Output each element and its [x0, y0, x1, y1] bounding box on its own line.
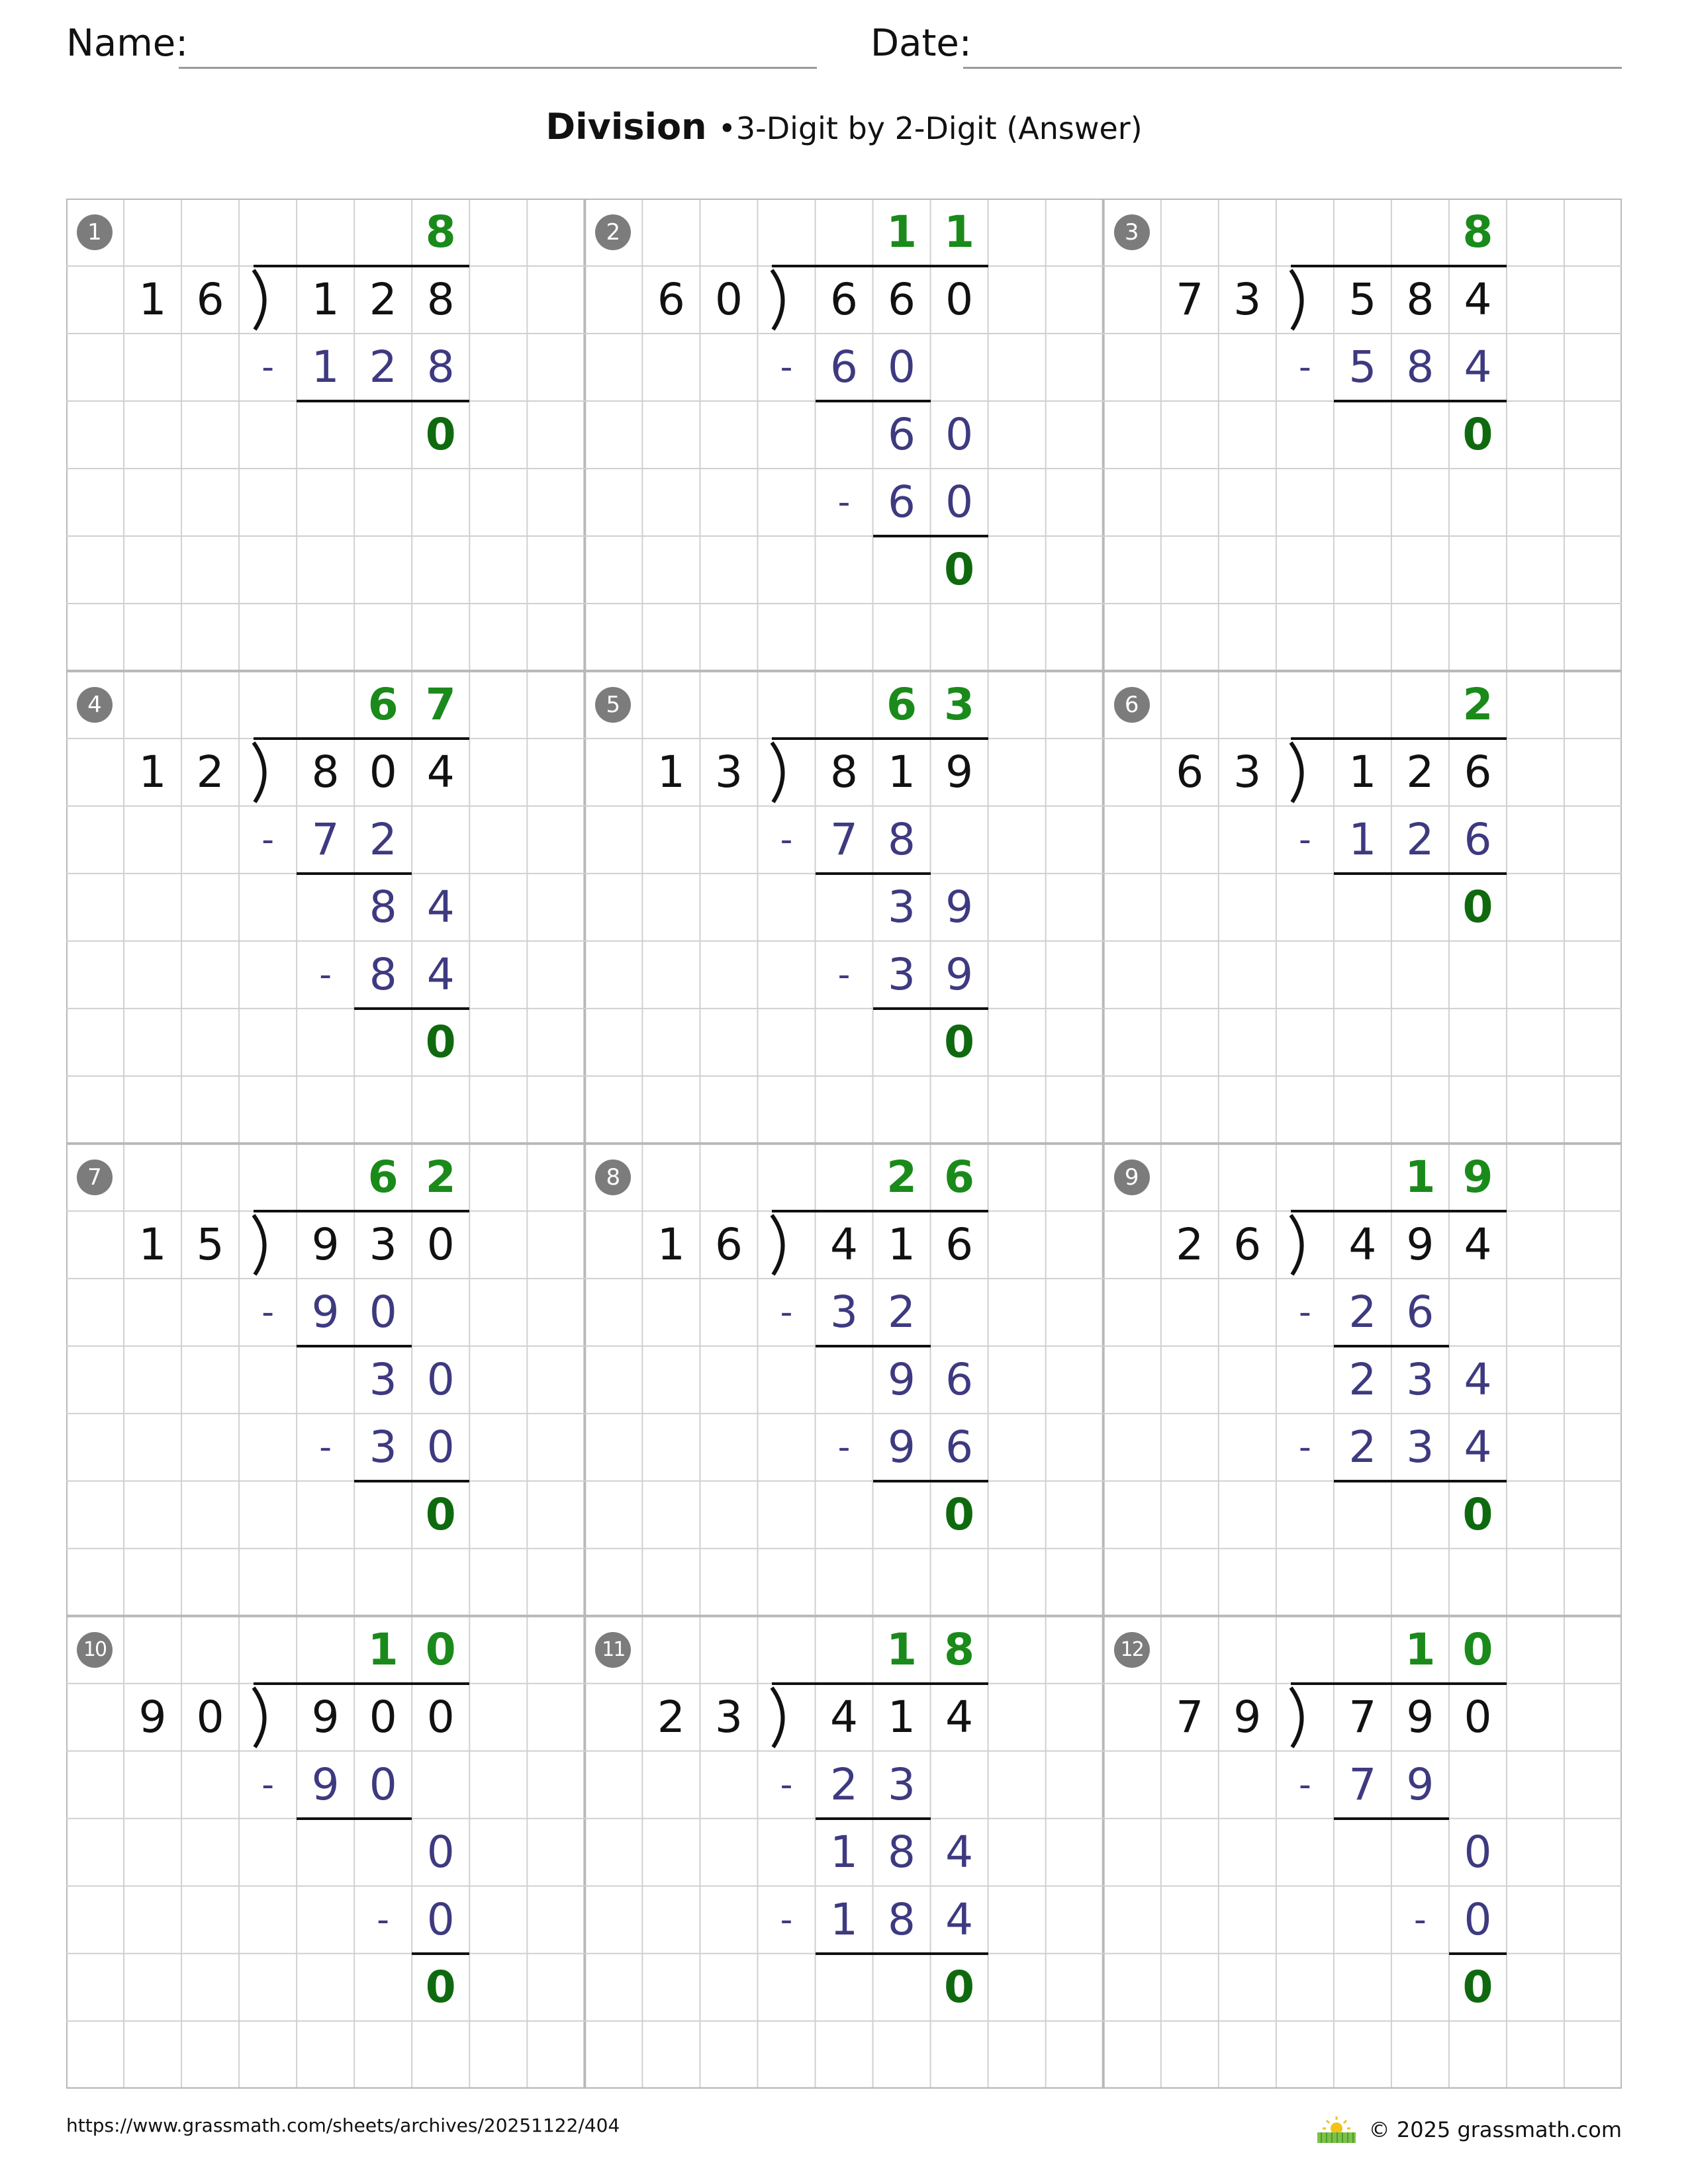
divisor-digit: 7	[1176, 273, 1204, 325]
quotient-digit: 0	[1462, 1623, 1493, 1675]
dividend-digit: 1	[888, 1691, 916, 1743]
work-digit: 3	[888, 1758, 916, 1810]
division-vinculum	[772, 1210, 988, 1212]
work-digit: 8	[1406, 341, 1434, 392]
work-digit: 3	[888, 948, 916, 1000]
dividend-digit: 9	[311, 1218, 340, 1270]
work-digit: 4	[1464, 1421, 1492, 1473]
problem-number-badge: 3	[1114, 214, 1150, 250]
worksheet-title	[0, 106, 1688, 149]
division-vinculum	[1291, 737, 1507, 740]
subtraction-line	[1334, 1817, 1449, 1820]
division-bracket	[764, 740, 804, 805]
work-digit: 3	[1406, 1421, 1434, 1473]
divisor-digit: 5	[196, 1218, 224, 1270]
title-main: Division	[545, 106, 707, 148]
quotient-digit: 6	[944, 1151, 975, 1203]
remainder-digit: 0	[944, 1488, 975, 1540]
division-bracket	[246, 1685, 285, 1750]
work-digit: 2	[369, 341, 397, 392]
work-digit: 0	[1464, 1826, 1492, 1878]
work-digit: 0	[888, 341, 916, 392]
work-digit: 8	[888, 813, 916, 865]
grassmath-logo-icon	[1316, 2115, 1357, 2144]
dividend-digit: 8	[311, 746, 340, 797]
quotient-digit: 7	[425, 678, 456, 730]
division-vinculum	[772, 737, 988, 740]
work-digit: 1	[311, 341, 340, 392]
work-digit: 8	[888, 1826, 916, 1878]
divisor-digit: 6	[1176, 746, 1204, 797]
dividend-digit: 4	[830, 1691, 859, 1743]
work-digit: 3	[830, 1286, 859, 1338]
divisor-digit: 0	[196, 1691, 224, 1743]
work-digit: 8	[426, 341, 455, 392]
problem-grid	[66, 199, 1622, 2089]
dividend-digit: 6	[830, 273, 859, 325]
dividend-digit: 3	[369, 1218, 397, 1270]
work-digit: 6	[1406, 1286, 1434, 1338]
work-digit: 5	[1348, 341, 1377, 392]
problem-number-badge: 2	[595, 214, 631, 250]
work-digit: 4	[945, 1893, 974, 1945]
problem-number-badge: 6	[1114, 687, 1150, 723]
work-digit: 4	[426, 948, 455, 1000]
name-line[interactable]	[179, 67, 817, 69]
work-digit: 7	[311, 813, 340, 865]
divisor-digit: 6	[657, 273, 685, 325]
work-digit: 6	[888, 408, 916, 460]
minus-sign: -	[780, 347, 793, 387]
title-subtitle: 3-Digit by 2-Digit (Answer)	[735, 111, 1143, 146]
dividend-digit: 9	[311, 1691, 340, 1743]
minus-sign: -	[319, 954, 332, 995]
remainder-digit: 0	[425, 408, 456, 460]
work-digit: 2	[1406, 813, 1434, 865]
footer-copyright	[1316, 2115, 1622, 2144]
divisor-digit: 9	[1233, 1691, 1262, 1743]
work-digit: 3	[1406, 1353, 1434, 1405]
dividend-digit: 4	[426, 746, 455, 797]
division-vinculum	[254, 737, 469, 740]
subtraction-line	[297, 1817, 412, 1820]
minus-sign: -	[1298, 1292, 1311, 1332]
division-bracket	[1283, 1685, 1323, 1750]
dividend-digit: 0	[369, 1691, 397, 1743]
work-digit: 9	[888, 1421, 916, 1473]
work-digit: 2	[1348, 1353, 1377, 1405]
dividend-digit: 5	[1348, 273, 1377, 325]
divisor-digit: 1	[657, 1218, 685, 1270]
dividend-digit: 6	[888, 273, 916, 325]
problem-number-badge: 8	[595, 1160, 631, 1195]
dividend-digit: 4	[1464, 1218, 1492, 1270]
work-digit: 6	[1464, 813, 1492, 865]
division-bracket	[1283, 267, 1323, 332]
minus-sign: -	[261, 819, 274, 860]
dividend-digit: 6	[1464, 746, 1492, 797]
dividend-digit: 2	[1406, 746, 1434, 797]
work-digit: 0	[426, 1421, 455, 1473]
problem-number-badge: 4	[77, 687, 113, 723]
quotient-digit: 1	[886, 1623, 917, 1675]
divisor-digit: 3	[1233, 273, 1262, 325]
remainder-digit: 0	[944, 543, 975, 595]
minus-sign: -	[780, 1899, 793, 1940]
quotient-digit: 1	[944, 206, 975, 257]
dividend-digit: 4	[945, 1691, 974, 1743]
dividend-digit: 4	[830, 1218, 859, 1270]
quotient-digit: 9	[1462, 1151, 1493, 1203]
minus-sign: -	[261, 347, 274, 387]
work-digit: 4	[1464, 341, 1492, 392]
work-digit: 2	[1348, 1421, 1377, 1473]
title-separator: •	[718, 111, 736, 146]
footer-url: https://www.grassmath.com/sheets/archives/20251122/404	[66, 2115, 620, 2136]
work-digit: 9	[311, 1758, 340, 1810]
divisor-digit: 6	[1233, 1218, 1262, 1270]
remainder-digit: 0	[1462, 1488, 1493, 1540]
work-digit: 0	[369, 1286, 397, 1338]
problem-number-badge: 12	[1114, 1632, 1150, 1668]
work-digit: 9	[311, 1286, 340, 1338]
division-vinculum	[1291, 265, 1507, 267]
minus-sign: -	[837, 1427, 851, 1467]
work-digit: 0	[945, 476, 974, 527]
work-digit: 2	[830, 1758, 859, 1810]
problem-number-badge: 5	[595, 687, 631, 723]
quotient-digit: 8	[944, 1623, 975, 1675]
quotient-digit: 2	[886, 1151, 917, 1203]
minus-sign: -	[780, 1292, 793, 1332]
division-bracket	[764, 267, 804, 332]
divisor-digit: 3	[714, 746, 743, 797]
work-digit: 4	[1464, 1353, 1492, 1405]
problem-number-badge: 9	[1114, 1160, 1150, 1195]
minus-sign: -	[261, 1764, 274, 1805]
division-vinculum	[772, 1682, 988, 1685]
date-line[interactable]	[963, 67, 1622, 69]
quotient-digit: 6	[367, 1151, 399, 1203]
remainder-digit: 0	[425, 1016, 456, 1068]
divisor-digit: 2	[196, 746, 224, 797]
division-bracket	[246, 740, 285, 805]
remainder-digit: 0	[1462, 408, 1493, 460]
divisor-digit: 3	[714, 1691, 743, 1743]
quotient-digit: 6	[886, 678, 917, 730]
work-digit: 4	[945, 1826, 974, 1878]
divisor-digit: 0	[714, 273, 743, 325]
divisor-digit: 7	[1176, 1691, 1204, 1743]
quotient-digit: 0	[425, 1623, 456, 1675]
minus-sign: -	[837, 954, 851, 995]
quotient-digit: 2	[425, 1151, 456, 1203]
dividend-digit: 0	[1464, 1691, 1492, 1743]
problem-number-badge: 10	[77, 1632, 113, 1668]
work-digit: 2	[888, 1286, 916, 1338]
divisor-digit: 1	[657, 746, 685, 797]
work-digit: 7	[1348, 1758, 1377, 1810]
minus-sign: -	[837, 482, 851, 522]
divisor-digit: 6	[714, 1218, 743, 1270]
work-digit: 6	[888, 476, 916, 527]
divisor-digit: 9	[138, 1691, 167, 1743]
minus-sign: -	[1298, 347, 1311, 387]
date-label: Date:	[870, 22, 972, 65]
remainder-digit: 0	[1462, 881, 1493, 933]
division-vinculum	[254, 1210, 469, 1212]
minus-sign: -	[780, 819, 793, 860]
problem-number-badge: 7	[77, 1160, 113, 1195]
dividend-digit: 8	[426, 273, 455, 325]
quotient-digit: 1	[1405, 1151, 1436, 1203]
dividend-digit: 0	[945, 273, 974, 325]
work-digit: 9	[945, 948, 974, 1000]
divisor-digit: 3	[1233, 746, 1262, 797]
work-digit: 1	[1348, 813, 1377, 865]
work-digit: 6	[945, 1353, 974, 1405]
remainder-digit: 0	[944, 1016, 975, 1068]
work-digit: 0	[369, 1758, 397, 1810]
dividend-digit: 0	[426, 1691, 455, 1743]
work-digit: 4	[426, 881, 455, 933]
dividend-digit: 1	[1348, 746, 1377, 797]
dividend-digit: 2	[369, 273, 397, 325]
dividend-digit: 4	[1464, 273, 1492, 325]
dividend-digit: 1	[888, 746, 916, 797]
work-digit: 8	[888, 1893, 916, 1945]
division-bracket	[764, 1212, 804, 1277]
divisor-digit: 1	[138, 273, 167, 325]
divisor-digit: 1	[138, 746, 167, 797]
work-digit: 0	[945, 408, 974, 460]
work-digit: 9	[1406, 1758, 1434, 1810]
work-digit: 9	[888, 1353, 916, 1405]
quotient-digit: 2	[1462, 678, 1493, 730]
quotient-digit: 3	[944, 678, 975, 730]
dividend-digit: 1	[311, 273, 340, 325]
division-bracket	[246, 267, 285, 332]
division-bracket	[1283, 740, 1323, 805]
work-digit: 6	[945, 1421, 974, 1473]
minus-sign: -	[1298, 819, 1311, 860]
work-digit: 6	[830, 341, 859, 392]
divisor-digit: 1	[138, 1218, 167, 1270]
remainder-digit: 0	[944, 1961, 975, 2013]
work-digit: 8	[369, 881, 397, 933]
minus-sign: -	[1298, 1764, 1311, 1805]
division-vinculum	[254, 265, 469, 267]
minus-sign: -	[377, 1899, 390, 1940]
work-digit: 2	[369, 813, 397, 865]
dividend-digit: 9	[1406, 1218, 1434, 1270]
minus-sign: -	[1298, 1427, 1311, 1467]
problem-number-badge: 11	[595, 1632, 631, 1668]
dividend-digit: 8	[830, 746, 859, 797]
quotient-digit: 6	[367, 678, 399, 730]
division-vinculum	[772, 265, 988, 267]
dividend-digit: 9	[1406, 1691, 1434, 1743]
work-digit: 0	[1464, 1893, 1492, 1945]
quotient-digit: 1	[367, 1623, 399, 1675]
name-label: Name:	[66, 22, 189, 65]
work-digit: 7	[830, 813, 859, 865]
divisor-digit: 2	[657, 1691, 685, 1743]
divisor-digit: 2	[1176, 1218, 1204, 1270]
work-digit: 1	[830, 1826, 859, 1878]
dividend-digit: 9	[945, 746, 974, 797]
dividend-digit: 6	[945, 1218, 974, 1270]
division-vinculum	[1291, 1682, 1507, 1685]
dividend-digit: 4	[1348, 1218, 1377, 1270]
copyright-text: © 2025 grassmath.com	[1368, 2117, 1622, 2142]
dividend-digit: 1	[888, 1218, 916, 1270]
work-digit: 8	[369, 948, 397, 1000]
work-digit: 3	[369, 1421, 397, 1473]
work-digit: 1	[830, 1893, 859, 1945]
dividend-digit: 8	[1406, 273, 1434, 325]
remainder-digit: 0	[1462, 1961, 1493, 2013]
minus-sign: -	[261, 1292, 274, 1332]
division-bracket	[246, 1212, 285, 1277]
quotient-digit: 1	[886, 206, 917, 257]
work-digit: 9	[945, 881, 974, 933]
quotient-digit: 8	[1462, 206, 1493, 257]
division-bracket	[1283, 1212, 1323, 1277]
remainder-digit: 0	[425, 1961, 456, 2013]
minus-sign: -	[1414, 1899, 1427, 1940]
remainder-digit: 0	[425, 1488, 456, 1540]
work-digit: 0	[426, 1826, 455, 1878]
quotient-digit: 8	[425, 206, 456, 257]
minus-sign: -	[780, 1764, 793, 1805]
dividend-digit: 0	[426, 1218, 455, 1270]
work-digit: 0	[426, 1353, 455, 1405]
division-vinculum	[254, 1682, 469, 1685]
division-vinculum	[1291, 1210, 1507, 1212]
dividend-digit: 7	[1348, 1691, 1377, 1743]
division-bracket	[764, 1685, 804, 1750]
work-digit: 0	[426, 1893, 455, 1945]
problem-number-badge: 1	[77, 214, 113, 250]
divisor-digit: 6	[196, 273, 224, 325]
work-digit: 3	[369, 1353, 397, 1405]
quotient-digit: 1	[1405, 1623, 1436, 1675]
work-digit: 3	[888, 881, 916, 933]
dividend-digit: 0	[369, 746, 397, 797]
minus-sign: -	[319, 1427, 332, 1467]
work-digit: 2	[1348, 1286, 1377, 1338]
